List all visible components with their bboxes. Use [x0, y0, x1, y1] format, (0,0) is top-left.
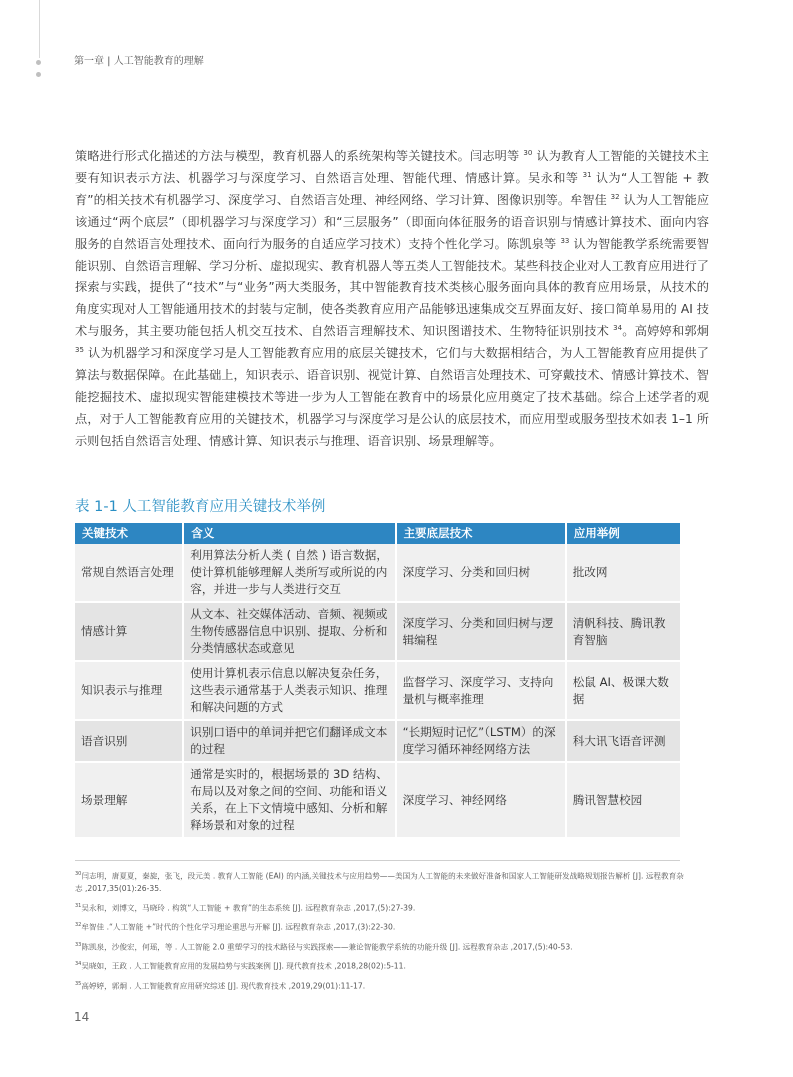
footnote	[75, 900, 685, 915]
body-text-run: 认为人工智能应该通过“两个底层”（即机器学习与深度学习）和“三层服务”（即面向体征服务的语音识别与情感计算技术、面向内容服务的自然语言处理技术、面向行为服务的自适应学习技术）支持个性化学习。陈凯泉等	[75, 192, 710, 251]
footnote-text: 吴永和，刘博文，马晓玲 . 构筑“人工智能 + 教育”的生态系统 [J]. 远程教育杂志 ,2017,(5):27-39.	[81, 903, 416, 913]
body-text-run: 认为教育人工智能的关键技术主要有知识表示方法、机器学习与深度学习、自然语言处理、智能代理、情感计算。吴永和等	[75, 149, 710, 185]
body-paragraph	[75, 146, 709, 453]
footnote-text: 吴晓如，王政 . 人工智能教育应用的发展趋势与实践案例 [J]. 现代教育技术 ,2018,28(02):5-11.	[81, 961, 406, 971]
column-header: 主要底层技术	[396, 523, 566, 544]
footnote-reference: 30	[523, 148, 533, 157]
table-cell: 利用算法分析人类 ( 自然 ) 语言数据，使计算机能够理解人类所写或所说的内容，并进一步与人类进行交互	[183, 544, 395, 602]
column-header: 含义	[183, 523, 395, 544]
table-cell: 监督学习、深度学习、支持向量机与概率推理	[396, 661, 566, 720]
footnote-text: 牟智佳 .“人工智能 +”时代的个性化学习理论重思与开解 [J]. 远程教育杂志 ,2017,(3):22-30.	[81, 922, 396, 932]
table-cell: 腾讯智慧校园	[566, 762, 680, 838]
margin-dot	[36, 72, 41, 77]
footnote	[75, 919, 685, 934]
table-cell: 松鼠 AI、极课大数据	[566, 661, 680, 720]
page-number: 14	[74, 1010, 90, 1024]
body-text-run: 。高婷婷和郭炯	[622, 324, 709, 339]
footnote-reference: 33	[560, 236, 570, 245]
table-cell: “长期短时记忆”（LSTM）的深度学习循环神经网络方法	[396, 720, 566, 762]
body-text-run: 策略进行形式化描述的方法与模型，教育机器人的系统架构等关键技术。闫志明等	[75, 149, 524, 163]
table-header-row	[75, 523, 680, 544]
table-cell: 深度学习、分类和回归树与逻辑编程	[396, 602, 566, 661]
running-head: 第一章 | 人工智能教育的理解	[74, 56, 204, 67]
footnote-reference: 34	[613, 324, 623, 333]
margin-line	[39, 0, 40, 58]
table-cell: 深度学习、神经网络	[396, 762, 566, 838]
table-cell: 通常是实时的，根据场景的 3D 结构、布局以及对象之间的空间、功能和语义关系，在上下文情境中感知、分析和解释场景和对象的过程	[183, 762, 395, 838]
table-row	[75, 602, 680, 661]
footnote-text: 闫志明，唐夏夏，秦旋，张飞，段元美 . 教育人工智能 (EAI) 的内涵,关键技术与应用趋势——美国为人工智能的未来做好准备和国家人工智能研发战略规划报告解析 [J]. 远程教育杂志 ,2017,35(01):26-35.	[75, 871, 684, 893]
table-cell: 情感计算	[75, 602, 183, 661]
body-text-run: 认为机器学习和深度学习是人工智能教育应用的底层关键技术，它们与大数据相结合，为人工智能教育应用提供了算法与数据保障。在此基础上，知识表示、语音识别、视觉计算、自然语言处理技术、可穿戴技术、情感计算技术、智能挖掘技术、虚拟现实智能建模技术等进一步为人工智能在教育中的场景化应用奠定了技术基础。综合上述学者的观点，对于人工智能教育应用的关键技术，机器学习与深度学习是公认的底层技术，而应用型或服务型技术如表 1–1 所示则包括自然语言处理、情感计算、知识表示与推理、语音识别、场景理解等。	[75, 346, 709, 448]
footnote-number: 31	[75, 902, 82, 909]
column-header: 关键技术	[75, 523, 183, 544]
body-text-run: 认为“人工智能 + 教育”的相关技术有机器学习、深度学习、自然语言处理、神经网络、学习计算、图像识别等。牟智佳	[75, 170, 709, 207]
footnote-number: 34	[75, 961, 82, 968]
footnote	[75, 939, 685, 954]
table-cell: 常规自然语言处理	[75, 544, 183, 602]
footnote-reference: 31	[582, 170, 592, 179]
table-cell: 识别口语中的单词并把它们翻译成文本的过程	[183, 720, 395, 762]
margin-dot	[36, 60, 41, 65]
footnote-number: 32	[75, 922, 82, 929]
footnote-number: 35	[75, 980, 82, 987]
table-row	[75, 762, 680, 838]
table-title: 表 1-1 人工智能教育应用关键技术举例	[75, 499, 326, 515]
table-cell: 从文本、社交媒体活动、音频、视频或生物传感器信息中识别、提取、分析和分类情感状态或意见	[183, 602, 395, 661]
footnote-number: 33	[75, 941, 82, 948]
footnote	[75, 958, 685, 973]
table-cell: 场景理解	[75, 762, 183, 838]
column-header: 应用举例	[566, 523, 680, 544]
footnote	[75, 868, 685, 895]
footnote	[75, 978, 685, 993]
table-row	[75, 661, 680, 720]
footnote-number: 30	[75, 871, 82, 877]
footnote-divider	[75, 860, 680, 861]
footnote-text: 陈凯泉，沙俊宏，何瑶，等 . 人工智能 2.0 重塑学习的技术路径与实践探索——兼论智能教学系统的功能升级 [J]. 远程教育杂志 ,2017,(5):40-53.	[81, 942, 573, 952]
table-cell: 科大讯飞语音评测	[566, 720, 680, 762]
footnote-reference: 32	[610, 192, 620, 201]
footnote-text: 高婷婷，郭炯 . 人工智能教育应用研究综述 [J]. 现代教育技术 ,2019,29(01):11-17.	[81, 981, 366, 991]
body-text-run: 认为智能教学系统需要智能识别、自然语言理解、学习分析、虚拟现实、教育机器人等五类人工智能技术。某些科技企业对人工教育应用进行了探索与实践，提供了“技术”与“业务”两大类服务，其中智能教育技术类核心服务面向具体的教育应用场景，从技术的角度实现对人工智能通用技术的封装与定制，使各类教育应用产品能够迅速集成交互界面友好、接口简单易用的 AI 技术与服务，其主要功能包括人机交互技术、自然语言理解技术、知识图谱技术、生物特征识别技术	[75, 236, 710, 339]
table-cell: 批改网	[566, 544, 680, 602]
footnotes	[75, 868, 685, 997]
key-technology-table	[75, 523, 680, 839]
table-cell: 深度学习、分类和回归树	[396, 544, 566, 602]
table-cell: 知识表示与推理	[75, 661, 183, 720]
table-row	[75, 544, 680, 602]
table-cell: 清帆科技、腾讯教育智脑	[566, 602, 680, 661]
table-cell: 使用计算机表示信息以解决复杂任务，这些表示通常基于人类表示知识、推理和解决问题的方式	[183, 661, 395, 720]
table-cell: 语音识别	[75, 720, 183, 762]
footnote-reference: 35	[75, 346, 84, 355]
table-row	[75, 720, 680, 762]
